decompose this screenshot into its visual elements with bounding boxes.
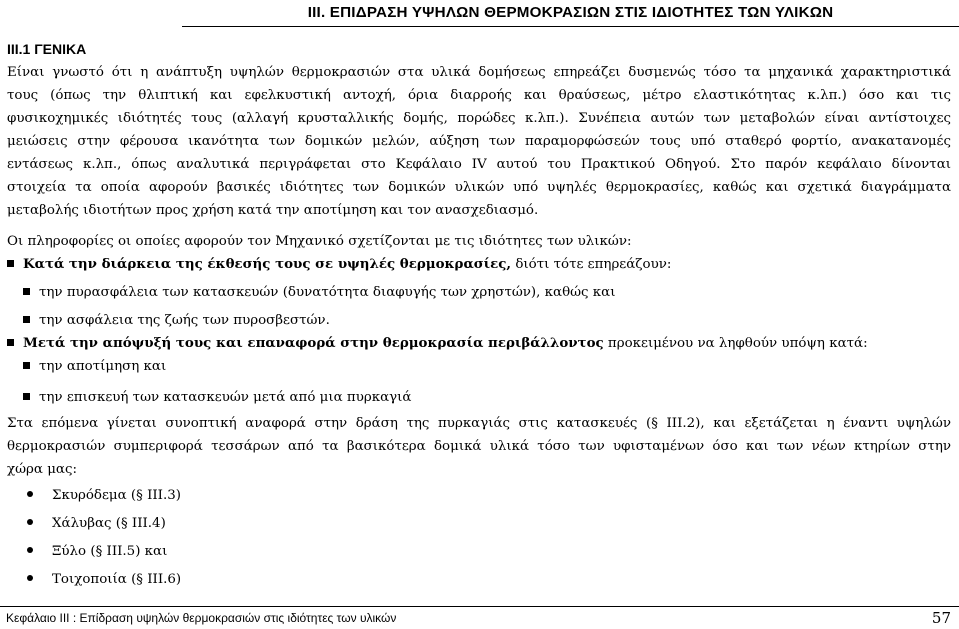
intro-line: φυσικοχημικές ιδιότητές τους (αλλαγή κρυσταλλικής δομής, πορώδες κ.λπ.). Συνέπεια αυτών των μεταβολών είναι αντίστοιχες [7,111,951,126]
sub-bullet-text: την πυρασφάλεια των κατασκευών (δυνατότητα διαφυγής των χρηστών), καθώς και [39,285,616,300]
material-item [7,512,951,535]
material-label: Σκυρόδεμα (§ III.3) [52,488,181,503]
square-bullet-icon [23,288,30,295]
page-header: III. ΕΠΙΔΡΑΣΗ ΥΨΗΛΩΝ ΘΕΡΜΟΚΡΑΣΙΩΝ ΣΤΙΣ ΙΔΙΟΤΗΤΕΣ ΤΩΝ ΥΛΙΚΩΝ [182,0,959,27]
summary-line: Στα επόμενα γίνεται συνοπτική αναφορά στην δράση της πυρκαγιάς στις κατασκευές (§ III.2), και εξετάζεται η έναντι υψηλών [7,416,951,431]
bullet-item [7,253,951,276]
info-block [7,230,951,409]
material-item [7,540,951,563]
material-item [7,484,951,507]
bullet-bold-text: Μετά την απόψυξή τους και επαναφορά στην θερμοκρασία περιβάλλοντος [23,335,604,351]
intro-paragraph [7,61,951,222]
material-label: Χάλυβας (§ III.4) [52,516,166,531]
intro-line: μειώσεις στην φέρουσα ικανότητα των δομικών μελών, αύξηση των παραμορφώσεών τους υπό σταθερό φορτίο, ανακατανομές [7,134,951,149]
intro-line: μεταβολής ιδιοτήτων προς χρήση κατά την αποτίμηση και τον ανασχεδιασμό. [7,203,539,218]
round-bullet-icon [27,547,33,553]
summary-line: θερμοκρασιών συμπεριφορά τεσσάρων από τα βασικότερα δομικά υλικά τόσο των υφισταμένων όσο και των νέων κτηρίων στην [7,439,951,454]
bullet-text: διότι τότε επηρεάζουν: [511,257,672,272]
summary-line: χώρα μας: [7,462,77,477]
sub-bullet-item [7,309,951,332]
info-lead: Οι πληροφορίες οι οποίες αφορούν τον Μηχανικό σχετίζονται με τις ιδιότητες των υλικών: [7,234,632,249]
sub-bullet-item [7,355,951,378]
page-number: 57 [931,609,951,627]
section-title: III.1 ΓΕΝΙΚΑ [7,41,87,57]
square-bullet-icon [7,339,14,346]
bullet-item [7,332,951,355]
sub-bullet-item [7,281,951,304]
material-label: Τοιχοποιία (§ III.6) [52,572,182,587]
intro-line: στοιχεία τα οποία αφορούν βασικές ιδιότητες των δομικών υλικών υπό υψηλές θερμοκρασίες, καθώς και σχετικά διαγράμματα [7,180,951,195]
round-bullet-icon [27,575,33,581]
sub-bullet-text: την επισκευή των κατασκευών μετά από μια πυρκαγιά [39,390,412,405]
sub-bullet-item [7,386,951,409]
square-bullet-icon [23,393,30,400]
round-bullet-icon [27,491,33,497]
material-item [7,568,951,591]
bullet-bold-text: Κατά την διάρκεια της έκθεσής τους σε υψηλές θερμοκρασίες, [23,256,512,272]
sub-bullet-text: την αποτίμηση και [39,359,167,374]
square-bullet-icon [23,362,30,369]
material-label: Ξύλο (§ III.5) και [52,544,168,559]
square-bullet-icon [23,316,30,323]
intro-line: τους (όπως την θλιπτική και εφελκυστική αντοχή, όρια διαρροής και θραύσεως, μέτρο ελαστικότητας κ.λπ.) όσο και τις [7,88,951,103]
square-bullet-icon [7,260,14,267]
sub-bullet-text: την ασφάλεια της ζωής των πυροσβεστών. [39,313,330,328]
round-bullet-icon [27,519,33,525]
summary-paragraph [7,412,951,591]
bullet-text: προκειμένου να ληφθούν υπόψη κατά: [603,336,868,351]
intro-line: Είναι γνωστό ότι η ανάπτυξη υψηλών θερμοκρασιών στα υλικά δομήσεως επηρεάζει δυσμενώς τόσο τα μηχανικά χαρακτηριστικά [7,65,951,80]
page-footer [0,606,959,629]
intro-line: εντάσεως κ.λπ., όπως αναλυτικά περιγράφεται στο Κεφάλαιο IV αυτού του Πρακτικού Οδηγού. Στο παρόν κεφάλαιο δίνονται [7,157,951,172]
footer-chapter-title: Κεφάλαιο III : Επίδραση υψηλών θερμοκρασιών στις ιδιότητες των υλικών [6,611,397,625]
